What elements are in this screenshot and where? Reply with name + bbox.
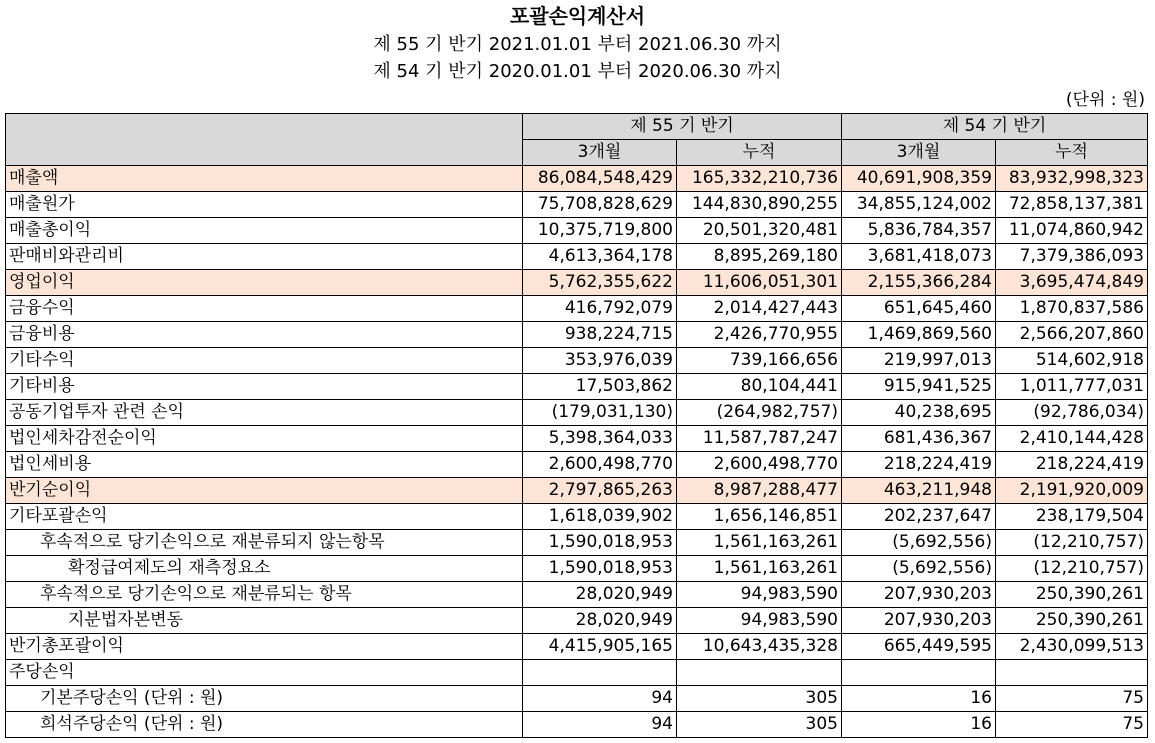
- value-prior-cum: 3,695,474,849: [996, 270, 1148, 296]
- value-prior-3m: 218,224,419: [842, 452, 996, 478]
- value-prior-cum: 218,224,419: [996, 452, 1148, 478]
- period-prior: 제 54 기 반기 2020.01.01 부터 2020.06.30 까지: [373, 61, 782, 82]
- value-current-3m: 94: [523, 712, 677, 738]
- value-prior-cum: 2,430,099,513: [996, 634, 1148, 660]
- row-label: 금융비용: [6, 322, 523, 348]
- value-prior-3m: 2,155,366,284: [842, 270, 996, 296]
- table-row: [6, 660, 1148, 686]
- table-row: [6, 426, 1148, 452]
- value-prior-3m: 202,237,647: [842, 504, 996, 530]
- value-prior-3m: 207,930,203: [842, 608, 996, 634]
- table-row: [6, 452, 1148, 478]
- value-prior-3m: 651,645,460: [842, 296, 996, 322]
- row-label: 기타비용: [6, 374, 523, 400]
- table-row: [6, 712, 1148, 738]
- value-prior-cum: 72,858,137,381: [996, 192, 1148, 218]
- value-current-cum: 305: [677, 686, 842, 712]
- header-row-groups: [6, 114, 1148, 140]
- value-current-cum: 8,987,288,477: [677, 478, 842, 504]
- table-row: [6, 400, 1148, 426]
- value-current-3m: (179,031,130): [523, 400, 677, 426]
- table-row: [6, 348, 1148, 374]
- header-current-cum: 누적: [677, 140, 842, 166]
- row-label: 후속적으로 당기손익으로 재분류되는 항목: [6, 582, 523, 608]
- header-current-3m: 3개월: [523, 140, 677, 166]
- table-row: [6, 634, 1148, 660]
- period-current: 제 55 기 반기 2021.01.01 부터 2021.06.30 까지: [373, 34, 782, 55]
- row-label: 기본주당손익 (단위 : 원): [6, 686, 523, 712]
- table-row: [6, 270, 1148, 296]
- value-current-cum: (264,982,757): [677, 400, 842, 426]
- table-row: [6, 478, 1148, 504]
- table-row: [6, 374, 1148, 400]
- value-current-cum: 94,983,590: [677, 582, 842, 608]
- value-prior-3m: 219,997,013: [842, 348, 996, 374]
- value-current-cum: 80,104,441: [677, 374, 842, 400]
- row-label: 반기총포괄이익: [6, 634, 523, 660]
- row-label: 확정급여제도의 재측정요소: [6, 556, 523, 582]
- value-prior-3m: 681,436,367: [842, 426, 996, 452]
- value-current-3m: 5,398,364,033: [523, 426, 677, 452]
- value-prior-3m: (5,692,556): [842, 556, 996, 582]
- value-current-3m: 28,020,949: [523, 608, 677, 634]
- value-current-cum: 739,166,656: [677, 348, 842, 374]
- row-label: 매출총이익: [6, 218, 523, 244]
- value-prior-3m: 915,941,525: [842, 374, 996, 400]
- table-row: [6, 582, 1148, 608]
- value-prior-cum: 83,932,998,323: [996, 166, 1148, 192]
- table-row: [6, 218, 1148, 244]
- value-prior-cum: [996, 660, 1148, 686]
- value-current-3m: 5,762,355,622: [523, 270, 677, 296]
- header-prior-3m: 3개월: [842, 140, 996, 166]
- value-current-cum: [677, 660, 842, 686]
- value-prior-3m: 40,691,908,359: [842, 166, 996, 192]
- value-prior-cum: 250,390,261: [996, 608, 1148, 634]
- value-prior-3m: 1,469,869,560: [842, 322, 996, 348]
- header-blank-cell: [6, 114, 523, 166]
- value-current-cum: 305: [677, 712, 842, 738]
- value-prior-3m: 665,449,595: [842, 634, 996, 660]
- value-current-cum: 1,561,163,261: [677, 530, 842, 556]
- value-prior-cum: 1,870,837,586: [996, 296, 1148, 322]
- value-prior-3m: 16: [842, 712, 996, 738]
- value-current-cum: 2,014,427,443: [677, 296, 842, 322]
- value-current-cum: 165,332,210,736: [677, 166, 842, 192]
- value-current-cum: 11,587,787,247: [677, 426, 842, 452]
- value-prior-cum: (12,210,757): [996, 556, 1148, 582]
- row-label: 법인세비용: [6, 452, 523, 478]
- income-statement-table: [5, 113, 1148, 738]
- value-current-3m: 75,708,828,629: [523, 192, 677, 218]
- value-current-3m: 938,224,715: [523, 322, 677, 348]
- value-prior-cum: 7,379,386,093: [996, 244, 1148, 270]
- row-label: 지분법자본변동: [6, 608, 523, 634]
- value-prior-3m: (5,692,556): [842, 530, 996, 556]
- row-label: 영업이익: [6, 270, 523, 296]
- row-label: 법인세차감전순이익: [6, 426, 523, 452]
- row-label: 기타포괄손익: [6, 504, 523, 530]
- value-current-3m: 94: [523, 686, 677, 712]
- row-label: 매출원가: [6, 192, 523, 218]
- value-prior-cum: 250,390,261: [996, 582, 1148, 608]
- value-prior-cum: 238,179,504: [996, 504, 1148, 530]
- row-label: 공동기업투자 관련 손익: [6, 400, 523, 426]
- value-prior-3m: 463,211,948: [842, 478, 996, 504]
- value-current-3m: 1,590,018,953: [523, 556, 677, 582]
- table-row: [6, 244, 1148, 270]
- table-row: [6, 504, 1148, 530]
- value-current-cum: 1,656,146,851: [677, 504, 842, 530]
- header-prior-period: 제 54 기 반기: [842, 114, 1148, 140]
- table-row: [6, 686, 1148, 712]
- statement-title: 포괄손익계산서: [509, 4, 646, 28]
- value-current-3m: 1,618,039,902: [523, 504, 677, 530]
- value-current-cum: 11,606,051,301: [677, 270, 842, 296]
- value-prior-cum: 2,410,144,428: [996, 426, 1148, 452]
- value-current-3m: 353,976,039: [523, 348, 677, 374]
- table-row: [6, 530, 1148, 556]
- value-prior-3m: 34,855,124,002: [842, 192, 996, 218]
- value-current-3m: 28,020,949: [523, 582, 677, 608]
- header-current-period: 제 55 기 반기: [523, 114, 842, 140]
- value-prior-cum: 2,566,207,860: [996, 322, 1148, 348]
- value-current-3m: 4,613,364,178: [523, 244, 677, 270]
- unit-note: (단위 : 원): [1065, 90, 1145, 110]
- value-current-3m: 17,503,862: [523, 374, 677, 400]
- value-current-cum: 2,426,770,955: [677, 322, 842, 348]
- value-prior-cum: 75: [996, 712, 1148, 738]
- value-current-cum: 1,561,163,261: [677, 556, 842, 582]
- value-prior-cum: 75: [996, 686, 1148, 712]
- header-prior-cum: 누적: [996, 140, 1148, 166]
- table-row: [6, 608, 1148, 634]
- value-prior-3m: 207,930,203: [842, 582, 996, 608]
- value-prior-cum: 514,602,918: [996, 348, 1148, 374]
- value-current-cum: 144,830,890,255: [677, 192, 842, 218]
- value-current-3m: 4,415,905,165: [523, 634, 677, 660]
- value-current-3m: 1,590,018,953: [523, 530, 677, 556]
- value-current-3m: 416,792,079: [523, 296, 677, 322]
- value-prior-3m: 40,238,695: [842, 400, 996, 426]
- value-prior-3m: 16: [842, 686, 996, 712]
- value-current-3m: 10,375,719,800: [523, 218, 677, 244]
- row-label: 반기순이익: [6, 478, 523, 504]
- row-label: 희석주당손익 (단위 : 원): [6, 712, 523, 738]
- table-row: [6, 296, 1148, 322]
- table-row: [6, 556, 1148, 582]
- value-current-cum: 10,643,435,328: [677, 634, 842, 660]
- value-prior-cum: 11,074,860,942: [996, 218, 1148, 244]
- row-label: 주당손익: [6, 660, 523, 686]
- value-prior-cum: (12,210,757): [996, 530, 1148, 556]
- value-current-3m: 2,797,865,263: [523, 478, 677, 504]
- row-label: 금융수익: [6, 296, 523, 322]
- table-row: [6, 192, 1148, 218]
- value-current-cum: 2,600,498,770: [677, 452, 842, 478]
- row-label: 후속적으로 당기손익으로 재분류되지 않는항목: [6, 530, 523, 556]
- row-label: 판매비와관리비: [6, 244, 523, 270]
- value-current-3m: [523, 660, 677, 686]
- value-prior-cum: (92,786,034): [996, 400, 1148, 426]
- table-row: [6, 322, 1148, 348]
- table-row: [6, 166, 1148, 192]
- row-label: 기타수익: [6, 348, 523, 374]
- value-current-cum: 8,895,269,180: [677, 244, 842, 270]
- value-current-3m: 86,084,548,429: [523, 166, 677, 192]
- value-prior-3m: [842, 660, 996, 686]
- value-prior-3m: 3,681,418,073: [842, 244, 996, 270]
- value-prior-3m: 5,836,784,357: [842, 218, 996, 244]
- value-prior-cum: 1,011,777,031: [996, 374, 1148, 400]
- row-label: 매출액: [6, 166, 523, 192]
- value-current-cum: 94,983,590: [677, 608, 842, 634]
- value-current-cum: 20,501,320,481: [677, 218, 842, 244]
- value-prior-cum: 2,191,920,009: [996, 478, 1148, 504]
- value-current-3m: 2,600,498,770: [523, 452, 677, 478]
